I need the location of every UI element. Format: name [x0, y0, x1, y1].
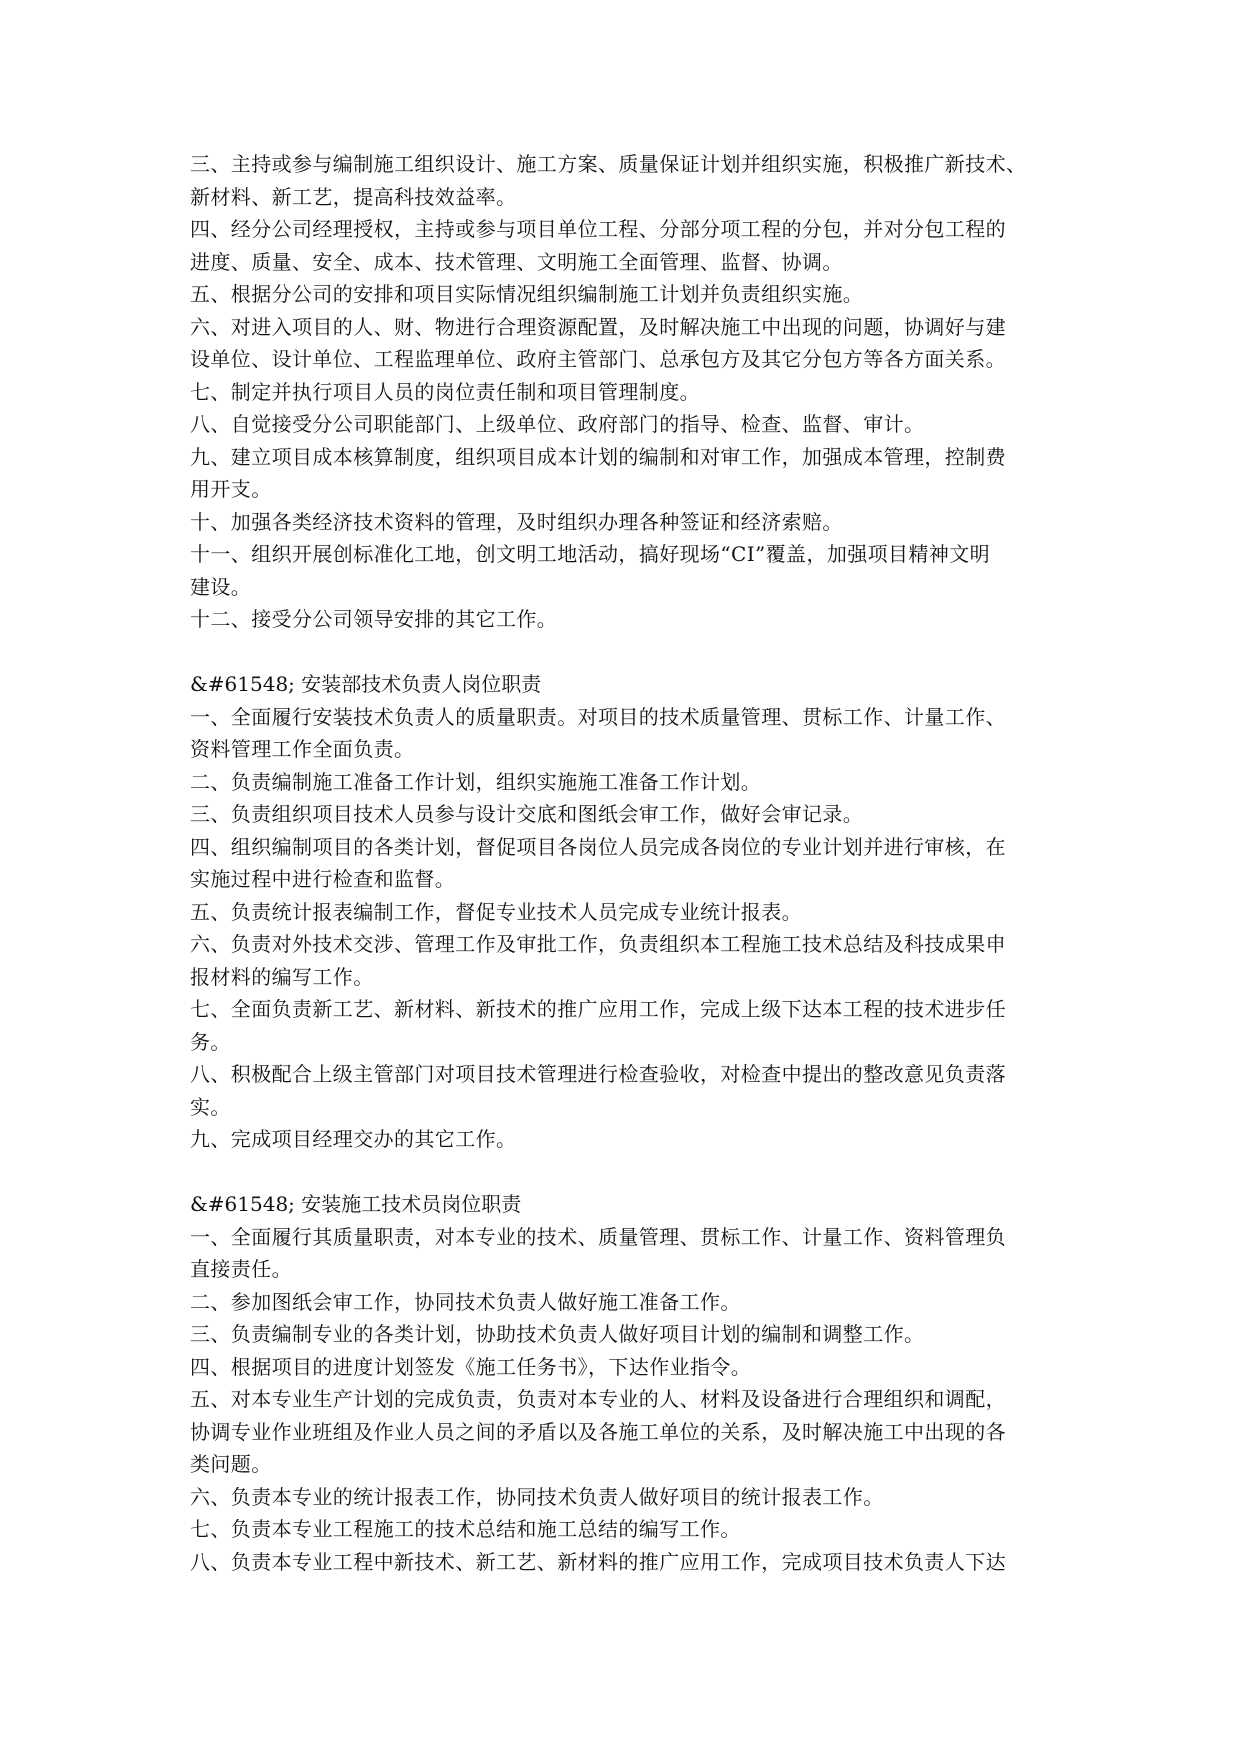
text-line: 资料管理工作全面负责。 [190, 737, 415, 761]
text-line: 类问题。 [190, 1452, 272, 1476]
text-line: 十一、组织开展创标准化工地，创文明工地活动，搞好现场“CI”覆盖，加强项目精神文明 [190, 542, 991, 566]
text-line: 一、全面履行其质量职责，对本专业的技术、质量管理、贯标工作、计量工作、资料管理负 [190, 1224, 1006, 1249]
blank-line [190, 636, 1060, 669]
text-line: 四、组织编制项目的各类计划，督促项目各岗位人员完成各岗位的专业计划并进行审核，在 [190, 834, 1006, 859]
text-line: 务。 [190, 1029, 231, 1054]
section-project-manager-duties [190, 148, 1060, 636]
text-line: 新材料、新工艺，提高科技效益率。 [190, 184, 517, 209]
text-line: 五、根据分公司的安排和项目实际情况组织编制施工计划并负责组织实施。 [190, 282, 864, 306]
text-line: 五、对本专业生产计划的完成负责，负责对本专业的人、材料及设备进行合理组织和调配， [190, 1387, 1006, 1411]
text-line: 建设。 [190, 574, 252, 599]
section-heading: &#61548; 安装施工技术员岗位职责 [190, 1192, 522, 1216]
text-line: 十、加强各类经济技术资料的管理，及时组织办理各种签证和经济索赔。 [190, 509, 843, 534]
text-line: 五、负责统计报表编制工作，督促专业技术人员完成专业统计报表。 [190, 899, 802, 924]
text-line: 六、负责本专业的统计报表工作，协同技术负责人做好项目的统计报表工作。 [190, 1484, 884, 1509]
text-line: 七、全面负责新工艺、新材料、新技术的推广应用工作，完成上级下达本工程的技术进步任 [190, 997, 1006, 1021]
text-line: 一、全面履行安装技术负责人的质量职责。对项目的技术质量管理、贯标工作、计量工作、 [190, 704, 1006, 729]
text-line: 九、建立项目成本核算制度，组织项目成本计划的编制和对审工作，加强成本管理，控制费 [190, 444, 1006, 469]
text-line: 三、主持或参与编制施工组织设计、施工方案、质量保证计划并组织实施，积极推广新技术、 [190, 152, 1027, 176]
text-line: 七、制定并执行项目人员的岗位责任制和项目管理制度。 [190, 379, 700, 404]
text-line: 三、负责编制专业的各类计划，协助技术负责人做好项目计划的编制和调整工作。 [190, 1322, 925, 1346]
text-line: 三、负责组织项目技术人员参与设计交底和图纸会审工作，做好会审记录。 [190, 802, 864, 826]
text-line: 八、积极配合上级主管部门对项目技术管理进行检查验收，对检查中提出的整改意见负责落 [190, 1062, 1006, 1086]
blank-line [190, 1156, 1060, 1189]
section-installation-technician [190, 1188, 1060, 1578]
text-line: 八、自觉接受分公司职能部门、上级单位、政府部门的指导、检查、监督、审计。 [190, 412, 925, 436]
text-line: 四、经分公司经理授权，主持或参与项目单位工程、分部分项工程的分包，并对分包工程的 [190, 217, 1006, 241]
text-line: 八、负责本专业工程中新技术、新工艺、新材料的推广应用工作，完成项目技术负责人下达 [190, 1549, 1006, 1574]
text-line: 设单位、设计单位、工程监理单位、政府主管部门、总承包方及其它分包方等各方面关系。 [190, 347, 1006, 371]
text-line: 实施过程中进行检查和监督。 [190, 867, 456, 891]
text-line: 二、参加图纸会审工作，协同技术负责人做好施工准备工作。 [190, 1289, 741, 1314]
text-line: 报材料的编写工作。 [190, 964, 374, 989]
document-page [190, 148, 1060, 1578]
text-line: 九、完成项目经理交办的其它工作。 [190, 1127, 517, 1151]
text-line: 二、负责编制施工准备工作计划，组织实施施工准备工作计划。 [190, 769, 762, 794]
text-line: 四、根据项目的进度计划签发《施工任务书》，下达作业指令。 [190, 1354, 752, 1379]
section-heading: &#61548; 安装部技术负责人岗位职责 [190, 672, 542, 696]
text-line: 用开支。 [190, 477, 272, 501]
section-installation-technical-lead [190, 668, 1060, 1156]
text-line: 十二、接受分公司领导安排的其它工作。 [190, 607, 558, 631]
text-line: 实。 [190, 1094, 231, 1119]
text-line: 六、对进入项目的人、财、物进行合理资源配置，及时解决施工中出现的问题，协调好与建 [190, 314, 1006, 339]
text-line: 直接责任。 [190, 1257, 292, 1281]
text-line: 六、负责对外技术交涉、管理工作及审批工作，负责组织本工程施工技术总结及科技成果申 [190, 932, 1006, 956]
text-line: 七、负责本专业工程施工的技术总结和施工总结的编写工作。 [190, 1517, 741, 1541]
text-line: 协调专业作业班组及作业人员之间的矛盾以及各施工单位的关系，及时解决施工中出现的各 [190, 1419, 1006, 1444]
text-line: 进度、质量、安全、成本、技术管理、文明施工全面管理、监督、协调。 [190, 249, 843, 274]
